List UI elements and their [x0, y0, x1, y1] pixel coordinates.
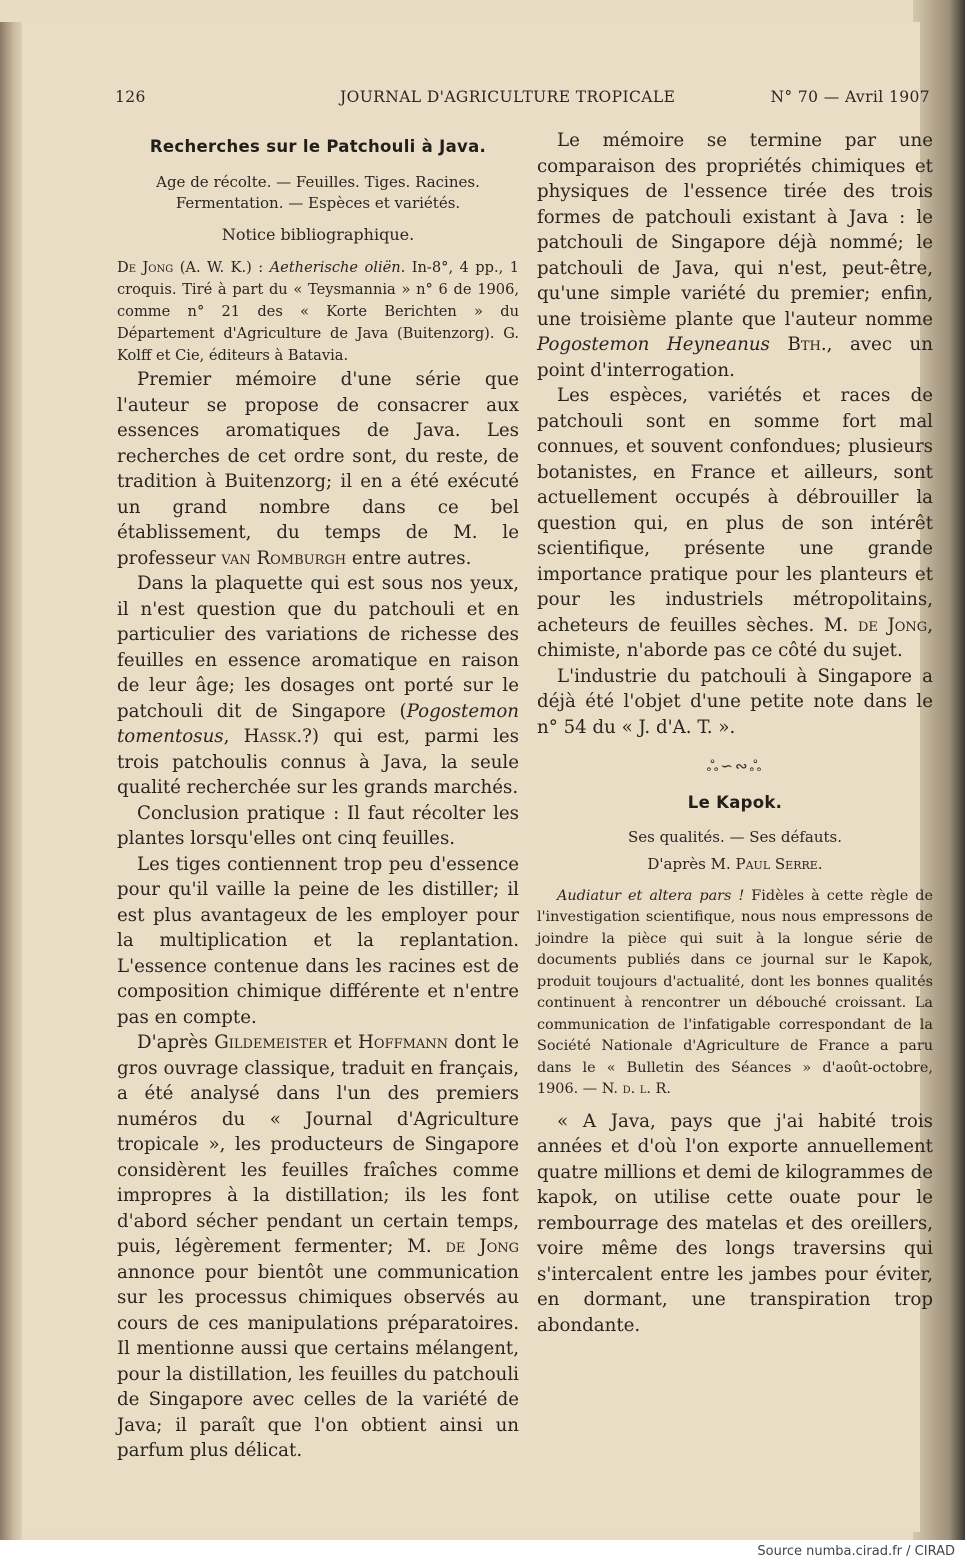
- article1-subtitle-1: Age de récolte. — Feuilles. Tiges. Racines.: [156, 172, 480, 191]
- p1-name: van Romburgh: [221, 547, 347, 569]
- p5-name-1: Gildemeister: [214, 1032, 328, 1053]
- p6-end: , avec un point d'interrogation.: [537, 334, 933, 381]
- article2-title: Le Kapok.: [687, 792, 783, 812]
- journal-title: JOURNAL D'AGRICULTURE TROPICALE: [340, 88, 676, 106]
- p5-name-3: de Jong: [445, 1236, 519, 1257]
- editor-note-text: Fidèles à cette règle de l'investigation scientifique, nous nous empressons de joindre la pièce qui suit à la longue série de documents publiés dans ce journal sur le Kapok, produit toujours d'actualité, dont les bonnes qualités continuent à rencontrer un débouché croissant. La communication de l'infatigable correspondant de la Société Nationale d'Agriculture de France a paru dans le « Bulletin des Séances » d'août-octobre, 1906. —: [537, 887, 933, 1097]
- credit-name: Paul Serre: [735, 855, 818, 873]
- p7-name: de Jong: [857, 614, 928, 636]
- biblio-details: . In-8°, 4 pp., 1 croquis. Tiré à part du « Teysmannia » n° 6 de 1906, comme n° 21 des « Korte Berichten » du Département d'Agriculture de Java (Buitenzorg). G. Kolff et Cie, éditeurs à Batavia.: [117, 259, 519, 364]
- p5-body: dont le gros ouvrage classique, traduit en français, a été analysé dans l'un des premiers numéros du « Journal d'Agriculture tropicale », les producteurs de Singapore considèrent les feuilles fraîches comme impropres à la distillation; ils les font d'abord sécher pendant un certain temps, puis, légèrement fermenter; M.: [117, 1032, 519, 1257]
- credit-prefix: D'après M.: [647, 855, 736, 873]
- paragraph: Les tiges contiennent trop peu d'essence pour qu'il vaille la peine de les distiller; il est plus avantageux de les employer pour la multiplication et la replantation. L'essence contenue dans les racines est de composition chimique différente et n'entre pas en compte.: [117, 853, 519, 1028]
- p5-end: annonce pour bientôt une communication sur les processus chimiques observés au cours de ces manipulations préparatoires. Il mentionne aussi que certains mélangent, pour la distillation, les feuilles du patchouli de Singapore avec celles de la variété de Java; il paraît que l'on obtient ainsi un parfum plus délicat.: [117, 1261, 519, 1461]
- editor-quote: Audiatur et altera pars !: [557, 887, 745, 904]
- p2-text: Dans la plaquette qui est sous nos yeux, il n'est question que du patchouli et en particulier des variations de richesse des feuilles en essence aromatique en raison de leur âge; les dosages ont porté sur le patchouli dit de Singapore (: [117, 573, 519, 722]
- article1-title: Recherches sur le Patchouli à Java.: [149, 137, 487, 156]
- page-number: 126: [115, 88, 146, 106]
- p1-text: Premier mémoire d'une série que l'auteur se propose de consacrer aux essences aromatiques de Java. Les recherches de cet ordre sont, du reste, de tradition à Buitenzorg; il en a été exécuté un grand nombre dans ce bel établissement, du temps de M. le professeur: [117, 369, 519, 569]
- p6-authority: Bth.: [787, 334, 827, 355]
- book-binding-edge: [0, 22, 22, 1540]
- p5-text: D'après: [137, 1032, 215, 1053]
- paragraph: « A Java, pays que j'ai habité trois années et d'où l'on exporte annuellement quatre millions et demi de kilogrammes de kapok, on utilise cette ouate pour le rembourrage des matelas et des oreillers, voire même des longs traversins qui s'intercalent entre les jambes pour éviter, en dormant, une transpiration trop abondante.: [537, 1110, 933, 1336]
- p7-text: Les espèces, variétés et races de patchouli sont en somme fort mal connues, et souvent confondues; plusieurs botanistes, en France et ailleurs, sont actuellement occupés à débrouiller la question qui, en plus de son intérêt scientifique, présente une grande importance pratique pour les planteurs et pour les industriels métropolitains, acheteurs de feuilles sèches. M.: [537, 385, 933, 636]
- p5-and: et: [327, 1032, 359, 1053]
- paragraph: [117, 571, 519, 801]
- ornament-divider: ஃ∽∾ஃ: [706, 757, 764, 775]
- running-header: [115, 88, 930, 110]
- editor-signature: N. d. l. R.: [601, 1081, 671, 1097]
- article2-subtitle: Ses qualités. — Ses défauts.: [627, 828, 843, 846]
- notice-heading: Notice bibliographique.: [221, 224, 415, 244]
- paragraph: [537, 128, 933, 383]
- biblio-initials: (A. W. K.) :: [173, 259, 270, 276]
- p2-authority: Hassk.: [243, 726, 303, 747]
- article2-credit: [537, 852, 933, 878]
- p2-end: ?) qui est, parmi les trois patchoulis connus à Java, la seule qualité recherchée sur les grands marchés.: [117, 726, 519, 798]
- paragraph: [117, 1030, 519, 1464]
- p7-end: , chimiste, n'aborde pas ce côté du sujet.: [537, 614, 933, 661]
- credit-end: .: [817, 855, 823, 873]
- p5-name-2: Hoffmann: [358, 1032, 449, 1053]
- paragraph: [117, 367, 519, 571]
- editor-note: [537, 886, 933, 1101]
- p2-species: Pogostemon tomentosus: [117, 700, 519, 747]
- p6-species: Pogostemon Heyneanus: [537, 334, 770, 355]
- p1-end: entre autres.: [346, 547, 472, 569]
- p6-sep: [770, 334, 788, 355]
- right-column: [537, 128, 933, 1338]
- issue-info: N° 70 — Avril 1907: [770, 88, 930, 106]
- p6-text: Le mémoire se termine par une comparaison des propriétés chimiques et physiques de l'essence tirée des trois formes de patchouli existant à Java : le patchouli de Singapore déjà nommé; le patchouli de Java, qui n'est, peut-être, qu'une simple variété du premier; enfin, une troisième plante que l'auteur nomme: [537, 130, 933, 330]
- bibliographic-reference: [117, 257, 519, 367]
- biblio-work: Aetherische oliën: [269, 259, 401, 276]
- paragraph: L'industrie du patchouli à Singapore a déjà été l'objet d'une petite note dans le n° 54 du « J. d'A. T. ».: [537, 665, 933, 738]
- p2-sep: ,: [223, 726, 244, 747]
- paragraph: Conclusion pratique : Il faut récolter les plantes lorsqu'elles ont cinq feuilles.: [117, 802, 519, 849]
- source-credit: Source numba.cirad.fr / CIRAD: [757, 1544, 955, 1559]
- article1-subtitle-2: Fermentation. — Espèces et variétés.: [175, 193, 461, 212]
- biblio-author: De Jong: [117, 259, 174, 276]
- paragraph: [537, 383, 933, 664]
- left-column: [117, 130, 519, 1464]
